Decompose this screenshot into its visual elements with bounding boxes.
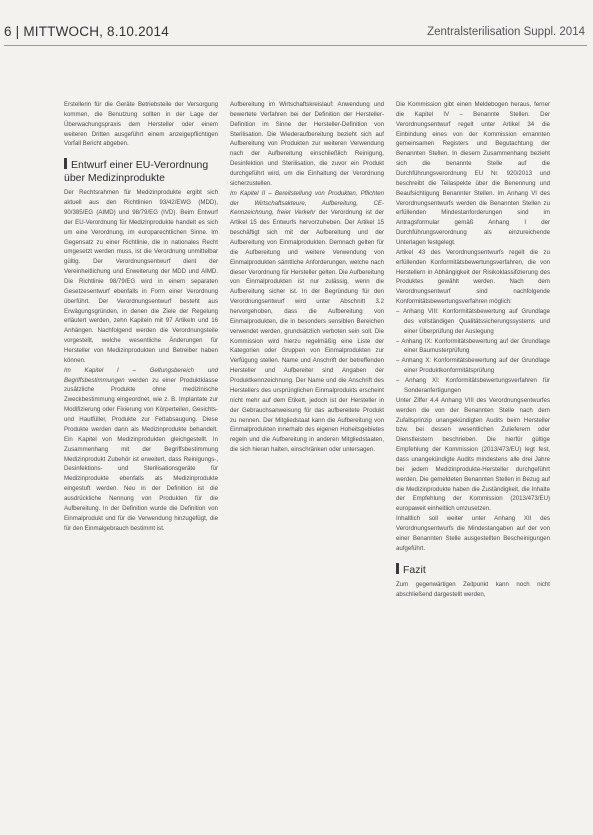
body-paragraph: Die Kommission gibt einen Meldebogen heraus, ferner die Kapitel IV – Benannte Stellen. Der Verordnungsentwurf regelt unter Artikel 34 die Einbindung eines von der Kommission ernannten gemeinsamen Registers und Begutachtung der Benannten Stellen. In diesem Zusammenhang bezieht sich die benannte Stelle auf die Durchführungsverordnung EU Nr. 920/2013 und beschreibt die Teilaspekte über die Benennung und Beaufsichtigung Benannter Stellen. Im Anhang VI des Verordnungsentwurfs werden die Benannten Stellen zu erfüllenden Mindestanforderungen sind im Antragsformular gemäß Anhang I der Durchführungsverordnung als einzureichende Unterlagen festgelegt. <box>396 101 550 247</box>
body-paragraph: Zum gegenwärtigen Zeitpunkt kann noch nicht abschließend dargestellt werden, <box>396 581 550 598</box>
text-column-3 <box>396 100 550 828</box>
list-item: – Anhang IX: Konformitätsbewertung auf der Grundlage einer Baumusterprüfung <box>396 337 550 355</box>
section-heading <box>396 563 550 577</box>
heading-bar <box>64 158 67 169</box>
text-column-1 <box>64 100 218 828</box>
text-column-2 <box>230 100 384 828</box>
body-paragraph: Aufbereitung im Wirtschaftskreislauf: Anwendung und bewertete Verfahren bei der Definition der Hersteller-Definition im Sinne der Hersteller-Definition von Sterilisation. Die Wiederaufbereitung bezieht sich auf Aufbereitung von Produkten zur weiteren Verwendung nach der Aufbereitung einschließlich Reinigung, Desinfektion und Sterilisation, die zuvor ein Produkt durchgeführt wird, um die Einhaltung der Verordnung sicherzustellen. <box>230 101 384 187</box>
paragraph-text: der Verordnung ist der Artikel 15 des Entwurfs hervorzuheben. Der Artikel 15 beschäftigt sich mit der Aufbereitung und der Aufbereitung von Einmalprodukten. Demnach gelten für die Aufbereitung und weitere Verwendung von Einmalprodukten sämtliche Anforderungen, welche nach dieser Verordnung für Hersteller gelten. Die Aufbereitung von Einmalprodukten ist nur zulässig, wenn die Aufbereitung sicher ist. In der Begründung für den Verordnungsentwurf wird unter Abschnitt 3.2 hervorgehoben, dass die Aufbereitung von Einmalprodukten, die in besonders sensiblen Bereichen verwendet werden, grundsätzlich verboten sein soll. Die Kommission wird hierzu regelmäßig eine Liste der Kategorien oder Gruppen von Einmalprodukten zur Verfügung stellen. Name und Anschrift der betreffenden Hersteller und Aufbereiter sind Angaben der Produktkennzeichnung. Der Name und die Anschrift des Herstellers des ursprünglichen Einmalprodukts erscheint nicht mehr auf dem Etikett, jedoch ist der Hersteller in der Gebrauchsanweisung für das aufbereitete Produkt zu nennen. Der Mitgliedstaat kann die Aufbereitung von Einmalprodukten innerhalb des eigenen Hoheitsgebietes regeln und die Aufbereitung in anderen Mitgliedstaaten, die sich hieran halten, einschränken oder untersagen. <box>230 209 384 454</box>
page-number-date: 6 | MITTWOCH, 8.10.2014 <box>4 24 169 39</box>
page-header <box>0 0 593 44</box>
list-item: – Anhang XI: Konformitätsbewertungsverfahren für Sonderanfertigungen <box>396 377 550 394</box>
publication-title: Zentralsterilisation Suppl. 2014 <box>427 26 585 38</box>
section-heading-text: Entwurf einer EU-Verordnung über Medizinprodukte <box>64 159 209 184</box>
list-item: – Anhang VIII: Konformitätsbewertung auf Grundlage des vollständigen Qualitätssicherungssystems und einer Überprüfung der Auslegung <box>396 308 550 335</box>
italic-lead: Im Kapitel I – Geltungsbereich und Begriffsbestimmungen <box>64 366 218 384</box>
list-item: – Anhang X: Konformitätsbewertung auf der Grundlage einer Produktkonformitätsprüfung <box>396 357 550 375</box>
italic-lead: Im Kapitel II – Bereitstellung von Produkten, Pflichten der Wirtschaftsakteure, Aufbereitung, CE-Kennzeichnung, freier Verkehr <box>230 189 384 217</box>
section-heading-text: Fazit <box>403 563 426 576</box>
procedure-list <box>396 307 550 396</box>
body-paragraph <box>230 189 384 455</box>
intro-paragraph: Erstellerin für die Geräte Betriebsteile der Versorgung kommen, die Benutzung sollten in der Lage der Überwachungspraxis dem Hersteller oder einem weiteren Dritten ausgeführt einem anzeigepflichtigen Vorfall Bericht abgeben. <box>64 101 218 148</box>
body-paragraph: Artikel 43 des Verordnungsentwurfs regelt die zu erfüllenden Konformitätsbewertungsverfahren, die von Herstellern in Abhängigkeit der Risikoklassifizierung des Produktes gewählt werden. Nach dem Verordnungsentwurf sind nachfolgende Konformitätsbewertungsverfahren möglich: <box>396 248 550 306</box>
body-paragraph <box>64 366 218 534</box>
paragraph-text: werden zu einer Produktklasse zusätzliche Produkte ohne medizinische Zweckbestimmung eingeordnet, wie z. B. Implantate zur Modifizierung oder Fixierung von Körperteilen, Gesichts- und Hautfüller, Produkte zur Fettabsaugung. Diese Produkte werden dann als Medizinprodukte behandelt. Ein Kapitel von Medizinprodukten gleichgestellt. In Zusammenhang mit der Begriffsbestimmung Medizinprodukt Zubehör ist erweitert, dass Reinigungs-, Desinfektions- und Sterilisationsgeräte für Medizinprodukte ebenfalls als Medizinprodukte eingestuft werden. Neu in der Definition ist die ausdrückliche Nennung von Produkten für die Aufbereitung. In der Definition wurde die Definition von Einmalprodukt und für die Verwendung hinzugefügt, die für den Einmalgebrauch bestimmt ist. <box>64 376 218 532</box>
body-paragraph: Der Rechtsrahmen für Medizinprodukte ergibt sich aktuell aus den Richtlinien 93/42/EWG (MDD), 90/385/EG (AIMD) und 98/79/EG (IVD). Beim Entwurf der EU-Verordnung für Medizinprodukte handelt es sich um eine Verordnung, im europarechtlichen Sinne. Im Gegensatz zu einer Richtlinie, die in nationales Recht umgesetzt werden muss, ist die Verordnung unmittelbar gültig. Der Verordnungsentwurf dient der Vereinheitlichung und Erweiterung der MDD und AIMD. Die Richtlinie 98/79/EG wird in einem separaten Gesetzesentwurf ebenfalls in Form einer Verordnung überführt. Der Verordnungsentwurf besteht aus Erwägungsgründen, in denen die Ziele der Regelung erläutert werden, zehn Kapiteln mit 97 Artikeln und 16 Anhängen. Nachfolgend werden die Verordnungsteile vorgestellt, welche wesentliche Änderungen für Hersteller von Medizinprodukten und Betreiber haben können. <box>64 189 218 364</box>
heading-bar <box>396 563 399 574</box>
body-paragraph: Inhaltlich soll weiter unter Anhang XII des Verordnungsentwurfs die Mindestangaben auf der von einer Benannten Stelle ausgestellten Bescheinigungen aufgeführt. <box>396 515 550 552</box>
header-rule <box>4 45 587 46</box>
body-paragraph: Unter Ziffer 4.4 Anhang VIII des Verordnungsentwurfes werden die von der Benannten Stelle nach dem Zufallsprinzip unangekündigten Audits beim Hersteller bzw. bei dessen wesentlichen Zulieferern oder Dienstleistern beschrieben. Die hierfür gültige Empfehlung der Kommission (2013/473/EU) legt fest, dass unangekündigte Audits mindestens alle drei Jahre bei jedem Medizinprodukte-Hersteller durchgeführt werden. Die gemeldeten Benannten Stellen in Bezug auf die Medizinprodukte haben die Zuständigkeit, die Inhalte der Empfehlung der Kommission (2013/473/EU) europaweit einheitlich umzusetzen. <box>396 396 550 513</box>
section-heading <box>64 158 218 184</box>
